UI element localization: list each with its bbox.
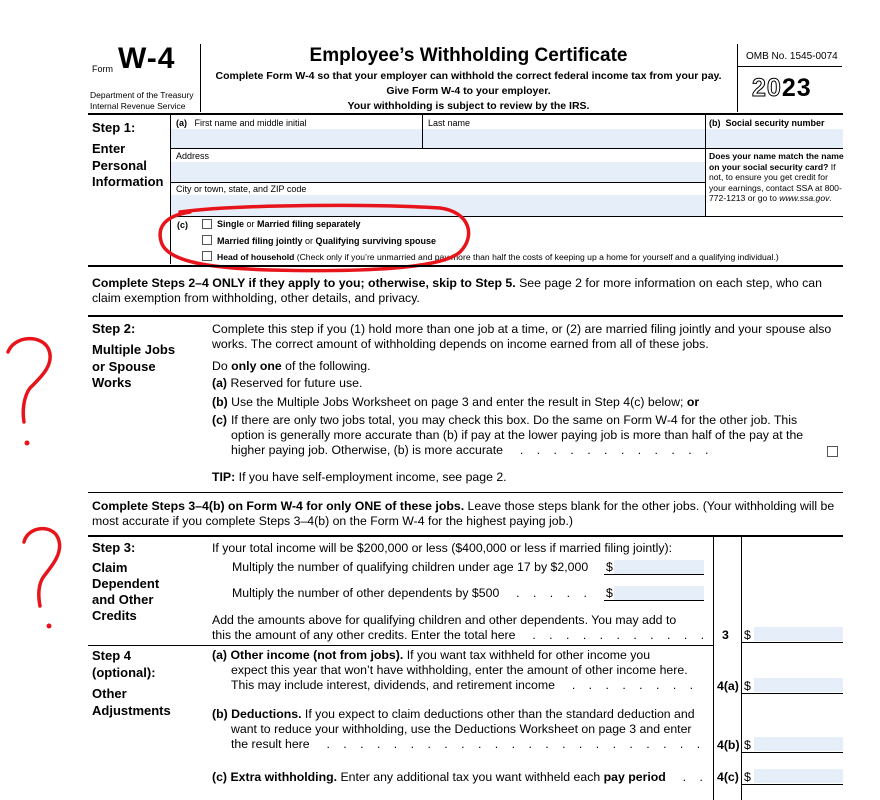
step3-intro: If your total income will be $200,000 or less ($400,000 or less if married filing jointly): bbox=[212, 541, 672, 555]
instruction-steps-3-4b: Complete Steps 3–4(b) on Form W-4 for only ONE of these jobs. Leave those steps blank for the other jobs. (Your withholding will be most accurate if you complete Steps 3–4(b) on the Form W-4 for the highest paying job.) bbox=[92, 499, 835, 528]
two-jobs-checkbox[interactable] bbox=[827, 446, 838, 457]
dept-treasury: Department of the Treasury bbox=[90, 90, 194, 100]
step2-option-b: (b) Use the Multiple Jobs Worksheet on page 3 and enter the result in Step 4(c) below; or bbox=[212, 395, 700, 409]
step2-option-a: (a) Reserved for future use. bbox=[212, 376, 363, 390]
step3-children-label: Multiply the number of qualifying children under age 17 by $2,000 bbox=[232, 560, 589, 574]
other-dependents-amount-field[interactable] bbox=[614, 586, 704, 600]
step3-title: Step 3: bbox=[92, 540, 136, 555]
form-subtitle-3: Your withholding is subject to review by the IRS. bbox=[347, 100, 590, 112]
red-question-mark-annotation-2 bbox=[18, 522, 68, 637]
step4b-text: (b) Deductions. If you expect to claim deductions other than the standard deduction and want to reduce your withholding, use the Deductions Worksheet on page 3 and enter the result here . . . . . . . . . . . . . . . . . . . . . . . bbox=[212, 707, 706, 751]
step2-do-only-one: Do only one of the following. bbox=[212, 359, 371, 373]
first-name-field[interactable] bbox=[171, 129, 422, 148]
children-amount-field[interactable] bbox=[614, 560, 704, 574]
filing-status-letter: (c) bbox=[177, 220, 188, 230]
ssn-label: (b) Social security number bbox=[709, 118, 825, 128]
red-ellipse-annotation bbox=[150, 200, 480, 280]
omb-number: OMB No. 1545-0074 bbox=[746, 51, 838, 62]
married-jointly-option-label: Married filing jointly or Qualifying surviving spouse bbox=[217, 236, 437, 246]
last-name-field[interactable] bbox=[423, 129, 705, 148]
step4c-text: (c) Extra withholding. Enter any additional tax you want withheld each pay period . . bbox=[212, 770, 708, 784]
line-3-number: 3 bbox=[722, 628, 729, 642]
step3-add-text: Add the amounts above for qualifying children and other dependents. You may add to bbox=[212, 613, 677, 627]
other-dependents-dollar: $ bbox=[606, 586, 613, 600]
form-title: Employee’s Withholding Certificate bbox=[309, 45, 628, 66]
address-label: Address bbox=[176, 151, 210, 161]
line-4c-number: 4(c) bbox=[717, 770, 739, 784]
step2-title: Step 2: bbox=[92, 321, 136, 336]
step3-add-text-2: this the amount of any other credits. Enter the total here . . . . . . . . . . . bbox=[212, 628, 710, 642]
form-subtitle-1: Complete Form W-4 so that your employer can withhold the correct federal income tax from your pay. bbox=[215, 70, 722, 82]
instruction-steps-2-4: Complete Steps 2–4 ONLY if they apply to you; otherwise, skip to Step 5. See page 2 for more information on each step, who can claim exemption from withholding, other details, and privacy. bbox=[92, 276, 822, 305]
address-field[interactable] bbox=[171, 162, 705, 182]
ssn-field[interactable] bbox=[706, 129, 843, 148]
step4a-text: (a) Other income (not from jobs). If you want tax withheld for other income you expect this year that won’t have withholding, enter the amount of other income here. This may include interest, dividends, and retirement income . . . . . . . . bbox=[212, 648, 699, 692]
last-name-label: Last name bbox=[428, 118, 471, 128]
line-4c-amount-field[interactable] bbox=[754, 769, 843, 783]
step3-other-dependents-label: Multiply the number of other dependents by $500 . . . . . bbox=[232, 586, 592, 600]
step4-subtitle: Other Adjustments bbox=[92, 686, 171, 718]
step1-subtitle: Enter Personal Information bbox=[92, 141, 164, 189]
step2-subtitle: Multiple Jobs or Spouse Works bbox=[92, 342, 176, 390]
single-option-label: Single or Married filing separately bbox=[217, 219, 361, 229]
first-name-label: (a) First name and middle initial bbox=[176, 118, 307, 128]
step2-option-c: If there are only two jobs total, you may check this box. Do the same on Form W-4 for the other job. This option is generally more accurate than (b) if pay at the lower paying job is more than half of the pay at the higher paying job. Otherwise, (b) is more accurate . . . . . . . . . . . . bbox=[231, 413, 804, 457]
irs-label: Internal Revenue Service bbox=[90, 101, 186, 111]
line-3-dollar: $ bbox=[744, 628, 751, 642]
step4-title: Step 4 (optional): bbox=[92, 648, 156, 680]
step2-tip: TIP: If you have self-employment income, see page 2. bbox=[212, 470, 507, 484]
head-of-household-label: Head of household (Check only if you’re unmarried and pay more than half the costs of keeping up a home for yourself and a qualifying individual.) bbox=[217, 252, 779, 262]
step2-intro: Complete this step if you (1) hold more than one job at a time, or (2) are married filing jointly and your spouse also works. The correct amount of withholding depends on income earned from all of these jobs. bbox=[212, 322, 832, 351]
form-subtitle-2: Give Form W-4 to your employer. bbox=[386, 85, 551, 97]
line-4b-dollar: $ bbox=[744, 738, 751, 752]
step1-title: Step 1: bbox=[92, 120, 136, 135]
form-number: W-4 bbox=[118, 42, 176, 75]
city-label: City or town, state, and ZIP code bbox=[176, 184, 307, 194]
ssa-note: Does your name match the name on your social security card? If not, to ensure you get credit for your earnings, contact SSA at 800-772-1213 or go to www.ssa.gov. bbox=[709, 151, 844, 204]
line-3-amount-field[interactable] bbox=[754, 627, 843, 641]
tax-year: 2023 bbox=[752, 74, 812, 102]
line-4a-amount-field[interactable] bbox=[754, 678, 843, 692]
step2-option-c-letter: (c) bbox=[212, 413, 228, 427]
form-label: Form bbox=[92, 64, 113, 74]
children-dollar: $ bbox=[606, 560, 613, 574]
red-question-mark-annotation-1 bbox=[0, 330, 60, 450]
line-4b-number: 4(b) bbox=[717, 738, 740, 752]
line-4c-dollar: $ bbox=[744, 770, 751, 784]
step3-subtitle: Claim Dependent and Other Credits bbox=[92, 560, 160, 623]
line-4a-dollar: $ bbox=[744, 679, 751, 693]
line-4b-amount-field[interactable] bbox=[754, 737, 843, 751]
line-4a-number: 4(a) bbox=[717, 679, 739, 693]
